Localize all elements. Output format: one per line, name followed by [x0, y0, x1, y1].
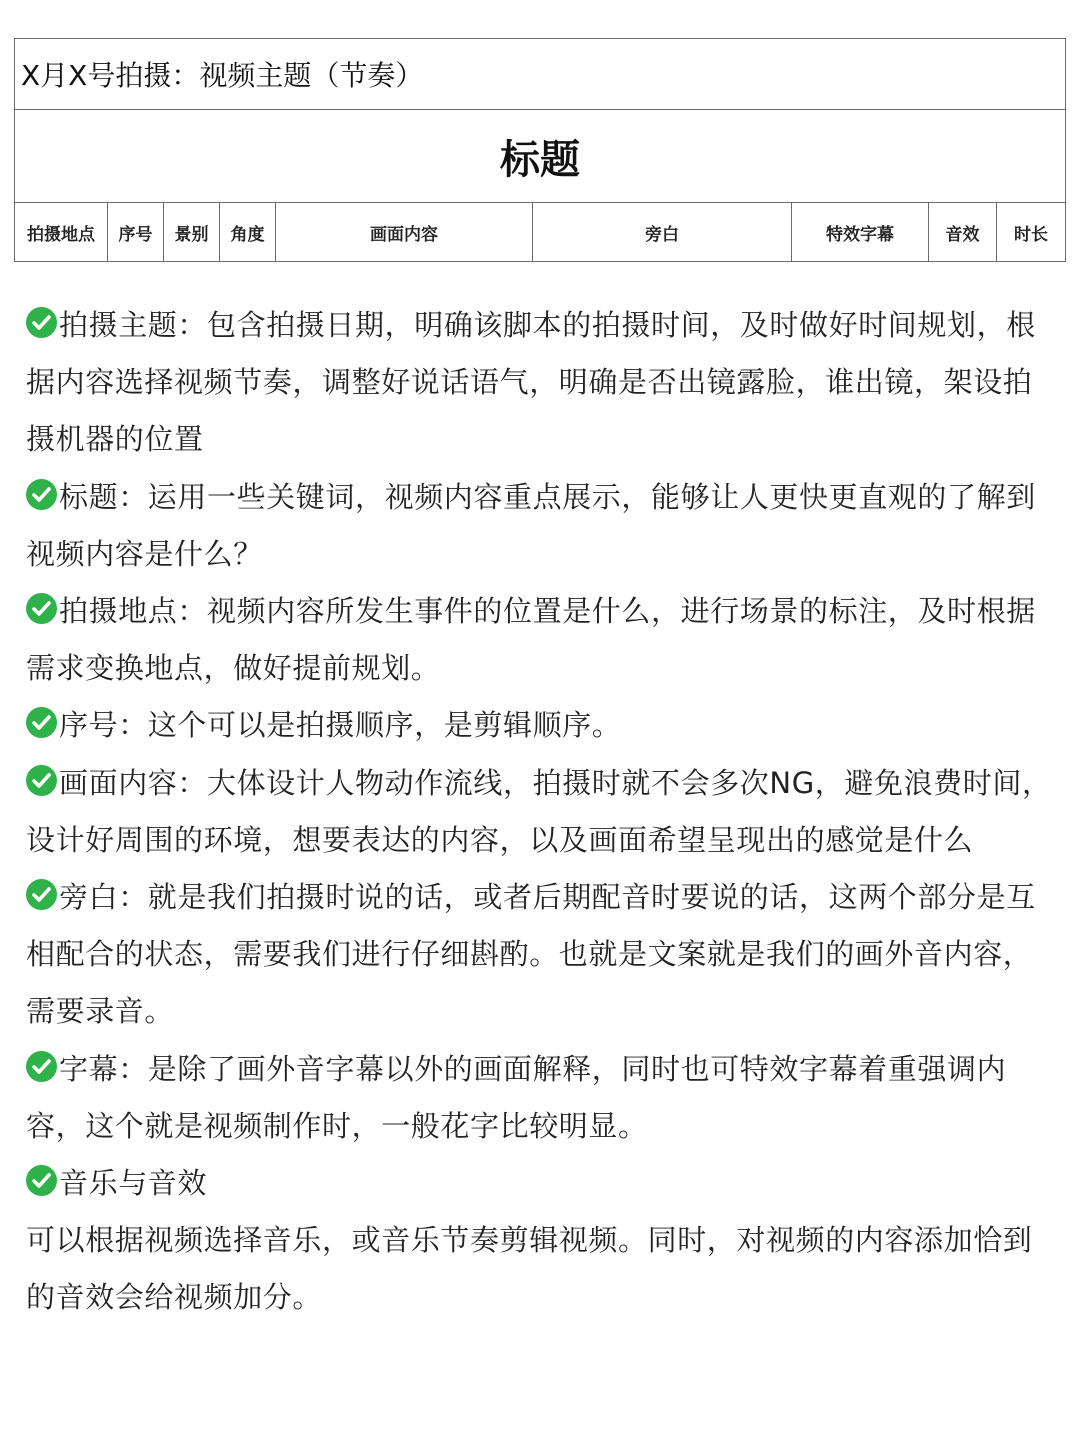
note-music-body: 可以根据视频选择音乐，或音乐节奏剪辑视频。同时，对视频的内容添加恰到的音效会给视频加分。	[26, 1223, 1033, 1315]
note-text: 标题：运用一些关键词，视频内容重点展示，能够让人更快更直观的了解到视频内容是什么？	[26, 479, 1036, 571]
note-scene-content	[26, 755, 1056, 869]
note-subtitles	[26, 1041, 1056, 1155]
header-scene-content: 画面内容	[276, 203, 533, 262]
check-icon	[26, 707, 57, 738]
header-shot-size: 景别	[164, 203, 220, 262]
check-icon	[26, 1051, 57, 1082]
script-table	[14, 38, 1065, 262]
note-text: 旁白：就是我们拍摄时说的话，或者后期配音时要说的话，这两个部分是互相配合的状态，需要我们进行仔细斟酌。也就是文案就是我们的画外音内容，需要录音。	[26, 880, 1036, 1029]
note-text: 拍摄地点：视频内容所发生事件的位置是什么，进行场景的标注，及时根据需求变换地点，做好提前规划。	[26, 594, 1036, 686]
check-icon	[26, 879, 57, 910]
header-sequence: 序号	[108, 203, 164, 262]
header-narration: 旁白	[533, 203, 792, 262]
notes-section	[26, 297, 1056, 1327]
check-icon	[26, 479, 57, 510]
header-sound-effects: 音效	[929, 203, 997, 262]
header-location: 拍摄地点	[15, 203, 108, 262]
header-duration: 时长	[997, 203, 1066, 262]
check-icon	[26, 765, 57, 796]
header-angle: 角度	[220, 203, 276, 262]
shoot-date-line: X月X号拍摄：视频主题（节奏）	[15, 39, 1066, 110]
note-text: 拍摄主题：包含拍摄日期，明确该脚本的拍摄时间，及时做好时间规划，根据内容选择视频节奏，调整好说话语气，明确是否出镜露脸，谁出镜，架设拍摄机器的位置	[26, 308, 1036, 457]
note-text: 序号：这个可以是拍摄顺序，是剪辑顺序。	[59, 708, 622, 743]
header-effects-subtitles: 特效字幕	[792, 203, 929, 262]
note-location	[26, 583, 1056, 697]
table-title: 标题	[15, 110, 1066, 203]
note-text: 字幕：是除了画外音字幕以外的画面解释，同时也可特效字幕着重强调内容，这个就是视频制作时，一般花字比较明显。	[26, 1051, 1007, 1143]
note-narration	[26, 869, 1056, 1041]
note-text: 音乐与音效	[59, 1166, 208, 1201]
check-icon	[26, 307, 57, 338]
check-icon	[26, 1165, 57, 1196]
note-sequence	[26, 697, 1056, 754]
note-text: 画面内容：大体设计人物动作流线，拍摄时就不会多次NG，避免浪费时间，设计好周围的环境，想要表达的内容，以及画面希望呈现出的感觉是什么	[26, 765, 1052, 857]
note-music-heading	[26, 1155, 1056, 1212]
note-title	[26, 469, 1056, 583]
check-icon	[26, 593, 57, 624]
note-shoot-topic	[26, 297, 1056, 469]
